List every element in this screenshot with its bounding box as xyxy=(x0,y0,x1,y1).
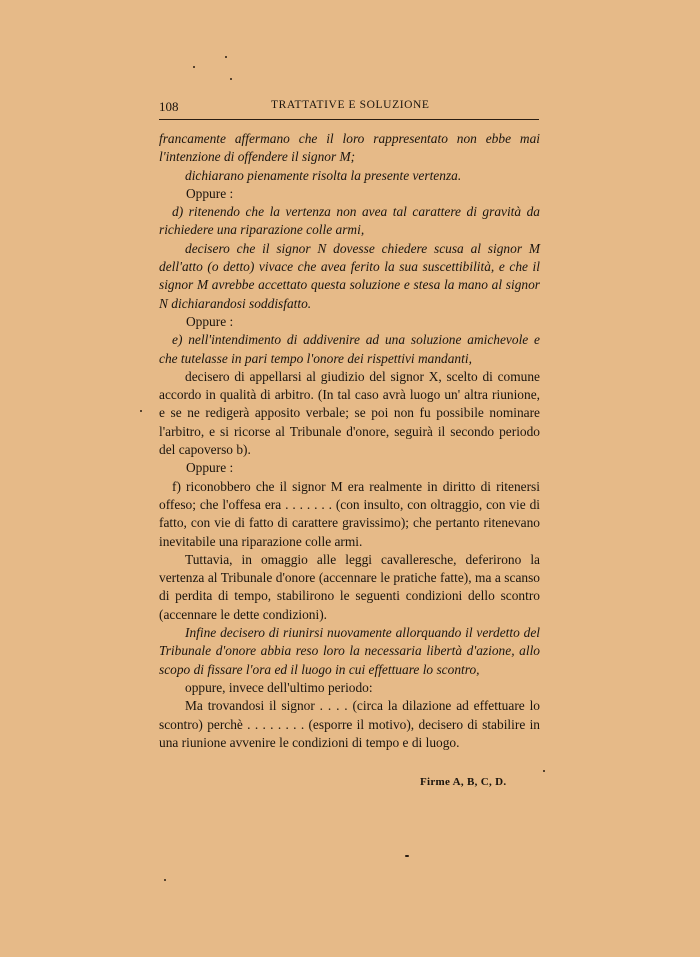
paper-speck xyxy=(230,78,232,80)
paragraph: oppure, invece dell'ultimo periodo: xyxy=(185,679,373,695)
page-number: 108 xyxy=(159,99,179,114)
paragraph: francamente affermano che il loro rappresentato non ebbe mai l'intenzione di offendere il signor M; xyxy=(159,131,540,165)
running-head: TRATTATIVE E SOLUZIONE xyxy=(271,99,430,111)
paragraph: Infine decisero di riunirsi nuovamente allorquando il verdetto del Tribunale d'onore abbia reso loro la necessaria libertà d'azione, allo scopo di fissare l'ora ed il luogo in cui effettuare lo scontro, xyxy=(159,625,540,677)
paragraph: decisero che il signor N dovesse chiedere scusa al signor M dell'atto (o detto) vivace che avea ferito la sua suscettibilità, e che il signor M avrebbe accettato questa soluzione e stesa la mano al signor N dichiarandosi soddisfatto. xyxy=(159,240,540,311)
paragraph: e) nell'intendimento di addivenire ad una soluzione amichevole e che tutelasse in pari tempo l'onore dei rispettivi mandanti, xyxy=(159,332,540,366)
paragraph: Ma trovandosi il signor . . . . (circa la dilazione ad effettuare lo scontro) perchè . . . . . . . . (esporre il motivo), decisero di stabilire in una riunione avvenire le condizioni di tempo e di luogo. xyxy=(159,698,540,750)
signatures: Firme A, B, C, D. xyxy=(420,776,507,788)
paragraph: f) riconobbero che il signor M era realmente in diritto di ritenersi offeso; che l'offesa era . . . . . . . (con insulto, con oltraggio, con vie di fatto, con vie di fatto di carattere gravissimo); che pertanto ritenevano inevitabile una riparazione colle armi. xyxy=(159,478,540,549)
paper-speck xyxy=(225,56,227,58)
paper-speck xyxy=(164,879,166,881)
body-text xyxy=(159,130,540,752)
paper-speck xyxy=(140,410,142,412)
paper-speck xyxy=(193,66,195,68)
paragraph: d) ritenendo che la vertenza non avea tal carattere di gravità da richiedere una riparazione colle armi, xyxy=(159,204,540,238)
paper-speck xyxy=(543,770,545,772)
paragraph: decisero di appellarsi al giudizio del signor X, scelto di comune accordo in qualità di arbitro. (In tal caso avrà luogo un' altra riunione, e se ne redigerà apposito verbale; se poi non fu possibile nominare l'arbitro, e si ricorse al Tribunale d'onore, seguirà il secondo periodo del capoverso b). xyxy=(159,368,540,458)
page-header xyxy=(159,97,539,120)
oppure-label: Oppure : xyxy=(186,460,234,476)
paragraph: dichiarano pienamente risolta la presente vertenza. xyxy=(185,167,462,183)
paper-speck xyxy=(405,855,409,857)
oppure-label: Oppure : xyxy=(186,185,234,201)
oppure-label: Oppure : xyxy=(186,313,234,329)
paragraph: Tuttavia, in omaggio alle leggi cavalleresche, deferirono la vertenza al Tribunale d'onore (accennare le pratiche fatte), ma a scanso di perdita di tempo, stabilirono le seguenti condizioni dello scontro (accennare le dette condizioni). xyxy=(159,551,540,622)
